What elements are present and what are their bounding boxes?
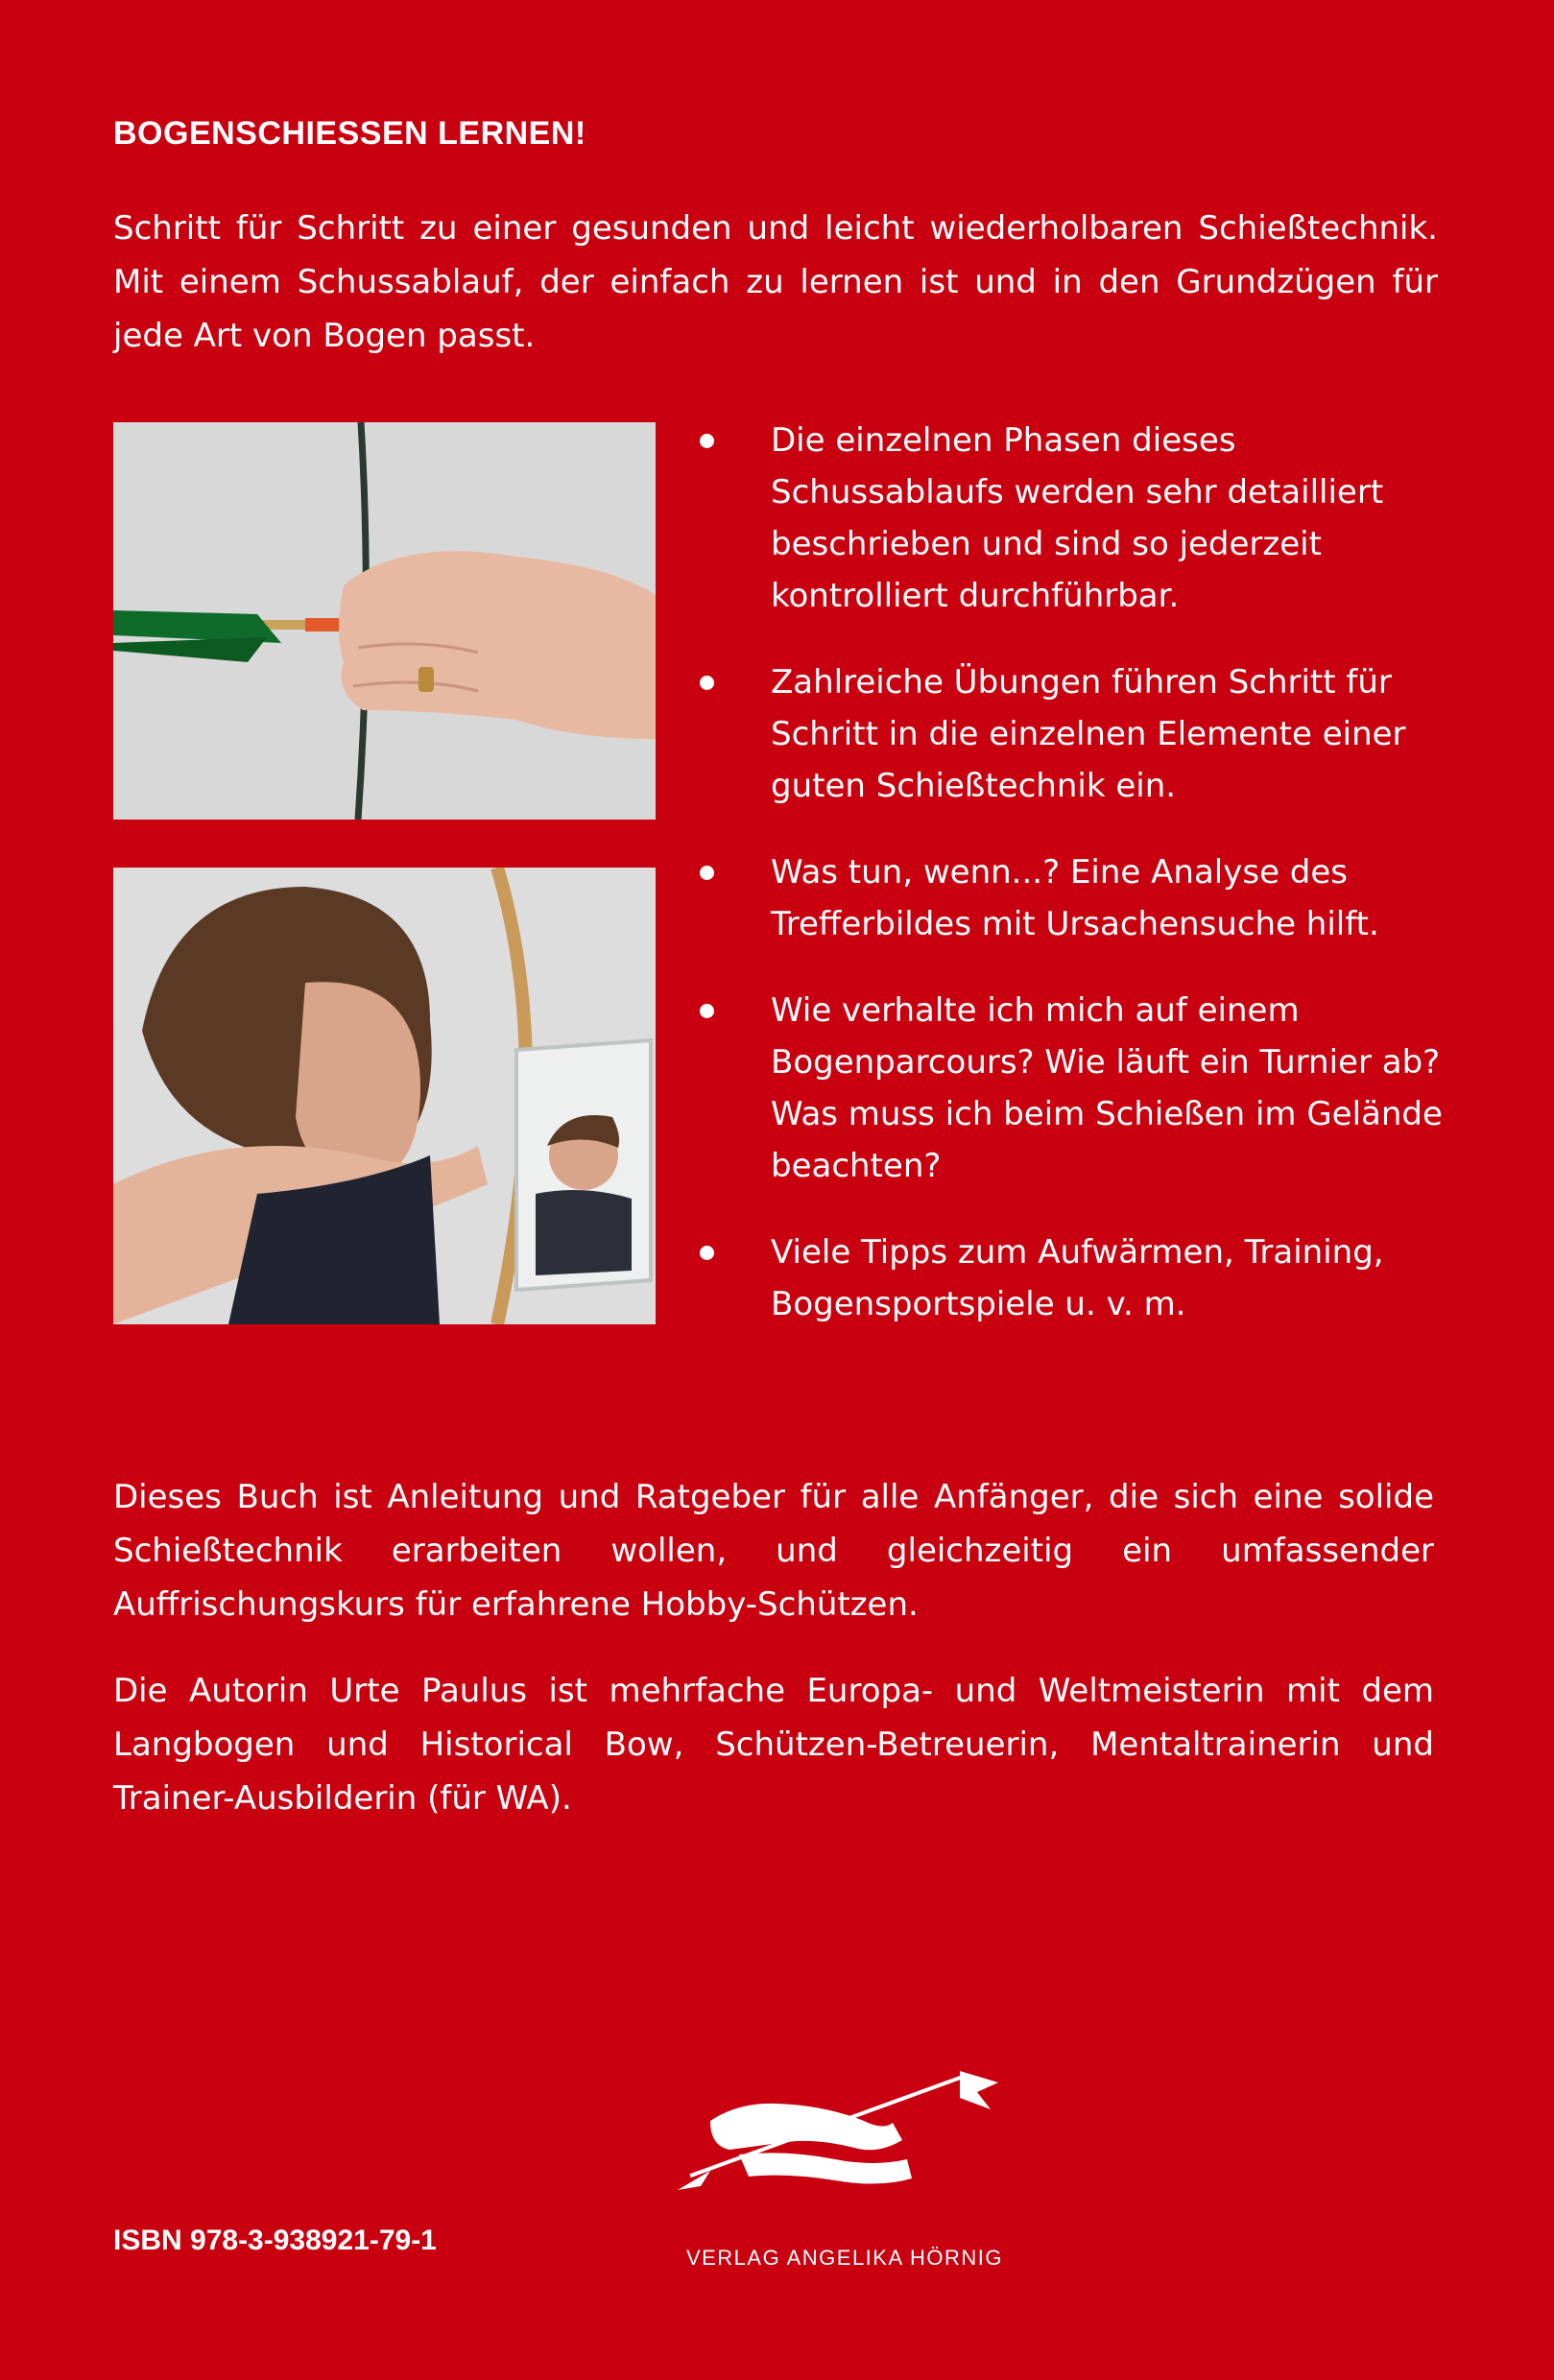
author-paragraph: Die Autorin Urte Paulus ist mehrfache Europa- und Weltmeisterin mit dem Langbogen und Historical Bow, Schützen-Betreuerin, Mentaltrainerin und Trainer-Ausbilderin (für WA). bbox=[113, 1672, 1434, 1818]
bullet-icon bbox=[700, 434, 714, 448]
photo-hand-arrow bbox=[113, 422, 656, 820]
intro-text: Schritt für Schritt zu einer gesunden und leicht wiederholbaren Schießtechnik. Mit einem Schussablauf, der einfach zu lernen ist und in den Grundzügen für jede Art von Bogen passt. bbox=[113, 209, 1438, 355]
list-item bbox=[696, 1226, 1445, 1330]
bullet-icon bbox=[700, 866, 714, 880]
isbn: ISBN 978-3-938921-79-1 bbox=[113, 2225, 437, 2256]
list-item-text: Die einzelnen Phasen dieses Schussablaufs werden sehr detailliert beschrieben und sind so jederzeit kontrolliert durchführbar. bbox=[771, 421, 1384, 615]
list-item-text: Wie verhalte ich mich auf einem Bogenparcours? Wie läuft ein Turnier ab? Was muss ich beim Schießen im Gelände beachten? bbox=[771, 991, 1443, 1185]
list-item bbox=[696, 415, 1445, 622]
list-item bbox=[696, 846, 1445, 950]
bullet-icon bbox=[700, 676, 714, 690]
feature-list bbox=[696, 415, 1445, 1365]
list-item-text: Viele Tipps zum Aufwärmen, Training, Bogensportspiele u. v. m. bbox=[771, 1233, 1384, 1323]
list-item bbox=[696, 656, 1445, 812]
list-item-text: Zahlreiche Übungen führen Schritt für Schritt in die einzelnen Elemente einer guten Schießtechnik ein. bbox=[771, 663, 1406, 805]
headline: BOGENSCHIESSEN LERNEN! bbox=[113, 115, 586, 152]
publisher-name: VERLAG ANGELIKA HÖRNIG bbox=[685, 2246, 1004, 2270]
list-item-text: Was tun, wenn...? Eine Analyse des Trefferbildes mit Ursachensuche hilft. bbox=[771, 853, 1379, 943]
list-item bbox=[696, 985, 1445, 1192]
bullet-icon bbox=[700, 1004, 714, 1018]
bullet-icon bbox=[700, 1246, 714, 1260]
photo-archer-mirror bbox=[113, 868, 656, 1324]
publisher-logo-icon bbox=[672, 2063, 1017, 2198]
description-paragraph: Dieses Buch ist Anleitung und Ratgeber für alle Anfänger, die sich eine solide Schießtechnik erarbeiten wollen, und gleichzeitig ein umfassender Auffrischungskurs für erfahrene Hobby-Schützen. bbox=[113, 1478, 1434, 1624]
